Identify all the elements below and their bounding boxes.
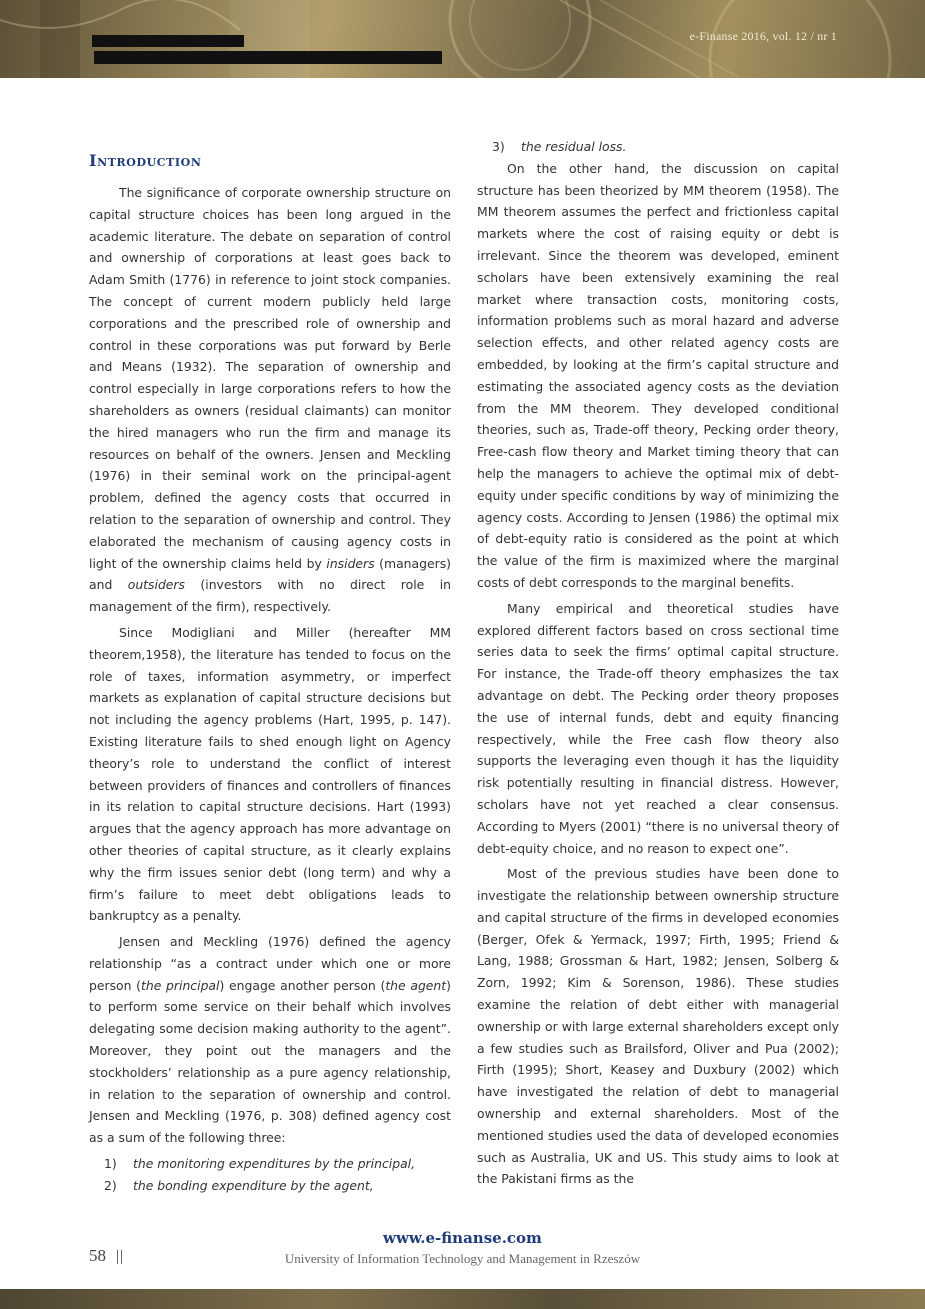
paragraph: Many empirical and theoretical studies have explored different factors based on cross sectional time series data to seek the firms’ optimal capital structure. For instance, the Trade-off theory emphasizes the tax advantage on debt. The Pecking order theory proposes the use of internal funds, debt and equity financing respectively, while the Free cash flow theory also supports the leveraging even though it has the liquidity risk potentially resulting in financial distress. However, scholars have not yet reached a clear consensus. According to Myers (2001) “there is no universal theory of debt-equity choice, and no reason to expect one”. (477, 600, 839, 856)
footer-banner-strip (0, 1289, 925, 1309)
list-item: 1) the monitoring expenditures by the principal, (104, 1156, 416, 1172)
right-column (477, 136, 839, 1190)
agency-cost-list (89, 1153, 451, 1197)
agency-cost-list-continued (477, 136, 839, 158)
header-banner (0, 0, 925, 78)
header-black-bar-bottom (94, 51, 442, 64)
page-number: 58 (89, 1246, 106, 1265)
paragraph: The significance of corporate ownership structure on capital structure choices has been long argued in the academic literature. The debate on separation of control and ownership of corporations at least goes back to Adam Smith (1776) in reference to joint stock companies. The concept of current modern publicly held large corporations and the prescribed role of ownership and control in these corporations was put forward by Berle and Means (1932). The separation of ownership and control especially in large corporations refers to how the shareholders as owners (residual claimants) can monitor the hired managers who run the firm and manage its resources on behalf of the owners. Jensen and Meckling (1976) in their seminal work on the principal-agent problem, defined the agency costs that occurred in relation to the separation of ownership and control. They elaborated the mechanism of causing agency costs in light of the ownership claims held by insiders (managers) and outsiders (investors with no direct role in management of the firm), respectively. (89, 185, 452, 615)
header-black-bar-top (92, 35, 244, 47)
paragraph: Since Modigliani and Miller (hereafter MM theorem,1958), the literature has tended to focus on the role of taxes, information asymmetry, or imperfect markets as explanation of capital structure decisions but not including the agency problems (Hart, 1995, p. 147). Existing literature fails to shed enough light on Agency theory’s role to understand the conflict of interest between providers of finances and controllers of finances in its relation to capital structure decisions. Hart (1993) argues that the agency approach has more advantage on other theories of capital structure, as it clearly explains why the firm issues senior debt (long term) and why a firm’s failure to meet debt obligations leads to bankruptcy as a penalty. (89, 624, 451, 924)
paragraph: Most of the previous studies have been done to investigate the relationship between ownership structure and capital structure of the firms in developed economies (Berger, Ofek & Yermack, 1997; Firth, 1995; Friend & Lang, 1988; Grossman & Hart, 1982; Jensen, Solberg & Zorn, 1992; Kim & Sorenson, 1986). These studies examine the relation of debt either with managerial ownership or with large external shareholders except only a few studies such as Brailsford, Oliver and Pua (2002); Firth (1995); Short, Keasey and Duxbury (2002) which have investigated the relation of debt to managerial ownership and external shareholders. Most of the mentioned studies used the data of developed economies such as Australia, UK and US. This study aims to look at the Pakistani firms as the (477, 866, 839, 1187)
list-item: 2) the bonding expenditure by the agent, (104, 1177, 374, 1193)
list-item: 3) the residual loss. (492, 139, 627, 154)
footer-institution: University of Information Technology and Management in Rzeszów (284, 1251, 641, 1266)
paragraph: On the other hand, the discussion on capital structure has been theorized by MM theorem (1958). The MM theorem assumes the perfect and frictionless capital markets where the cost of raising equity or debt is irrelevant. Since the theorem was developed, eminent scholars have been extensively examining the real market where transaction costs, monitoring costs, information problems such as moral hazard and adverse selection effects, and other related agency costs are embedded, by looking at the firm’s capital structure and estimating the associated agency costs as the deviation from the MM theorem. They developed conditional theories, such as, Trade-off theory, Pecking order theory, Free-cash flow theory and Market timing theory that can help the managers to achieve the optimal mix of debt-equity under specific conditions by way of minimizing the agency costs. According to Jensen (1986) the optimal mix of debt-equity ratio is considered as the point at which the value of the firm is maximized where the marginal costs of debt corresponds to the marginal benefits. (477, 160, 839, 590)
paragraph: Jensen and Meckling (1976) defined the agency relationship “as a contract under which one or more person (the principal) engage another person (the agent) to perform some service on their behalf which involves delegating some decision making authority to the agent”. Moreover, they point out the managers and the stockholders’ relationship as a pure agency relationship, in relation to the separation of ownership and control. Jensen and Meckling (1976, p. 308) defined agency cost as a sum of the following three: (89, 934, 451, 1146)
journal-reference: e-Finanse 2016, vol. 12 / nr 1 (689, 29, 837, 43)
footer-url-link[interactable]: www.e-finanse.com (383, 1229, 542, 1247)
left-column (89, 136, 451, 1197)
section-heading: Introduction (89, 151, 202, 170)
